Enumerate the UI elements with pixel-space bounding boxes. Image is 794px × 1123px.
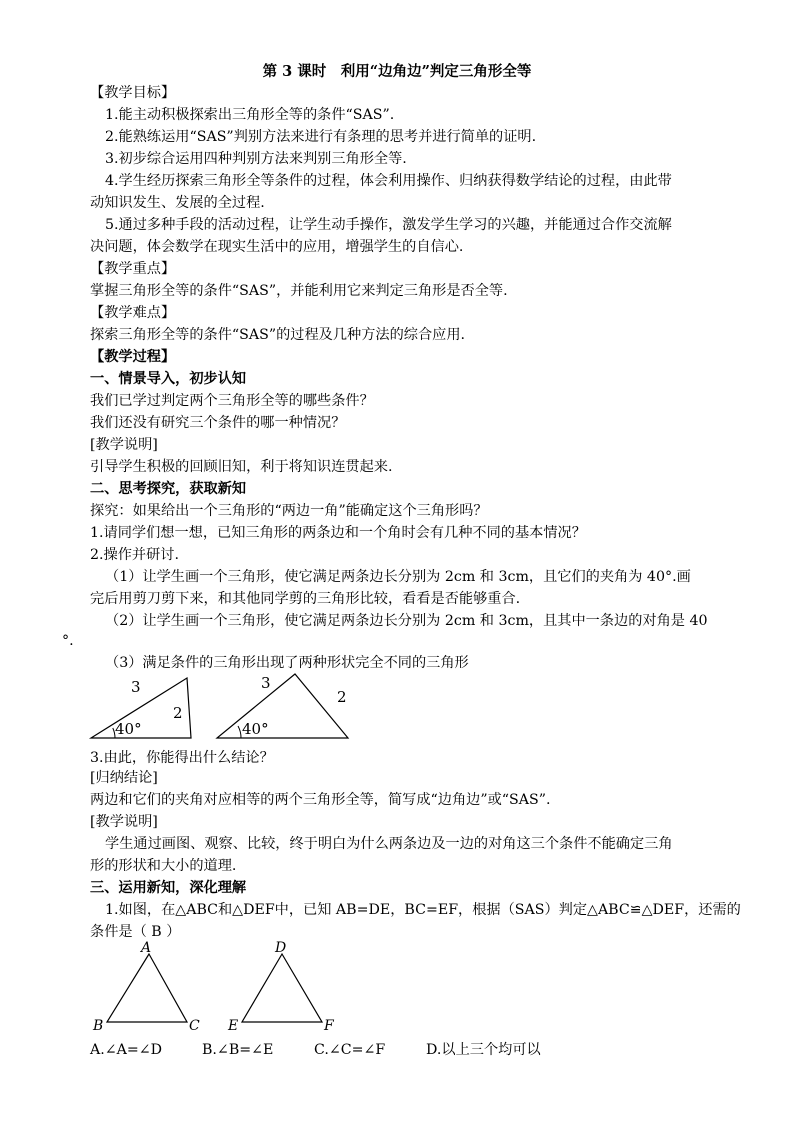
section2-line: 探究：如果给出一个三角形的“两边一角”能确定这个三角形吗？ bbox=[90, 503, 488, 519]
section2-after-line: 形的形状和大小的道理. bbox=[90, 858, 237, 874]
angle-label: 40° bbox=[242, 720, 269, 738]
option-c: C.∠C=∠F bbox=[314, 1042, 386, 1058]
vertex-label: F bbox=[324, 1018, 334, 1034]
section2-line: （3）满足条件的三角形出现了两种形状完全不同的三角形 bbox=[105, 655, 469, 671]
option-a: A.∠A=∠D bbox=[90, 1042, 163, 1058]
objective-item: 3.初步综合运用四种判别方法来判别三角形全等. bbox=[105, 151, 407, 167]
teaching-note-label: [教学说明] bbox=[90, 814, 158, 830]
section1-line: 我们已学过判定两个三角形全等的哪些条件？ bbox=[90, 393, 374, 409]
difficulty-heading: 【教学难点】 bbox=[90, 305, 176, 321]
side-label: 2 bbox=[337, 688, 347, 706]
objective-item-continued: 动知识发生、发展的全过程. bbox=[90, 195, 265, 211]
vertex-label: A bbox=[141, 940, 152, 956]
section2-line: （2）让学生画一个三角形，使它满足两条边长分别为 2cm 和 3cm，且其中一条边的对角是 40 bbox=[105, 613, 708, 629]
section3-heading: 三、运用新知，深化理解 bbox=[90, 880, 247, 896]
section1-line: 我们还没有研究三个条件的哪一种情况？ bbox=[90, 415, 346, 431]
objective-item: 5.通过多种手段的活动过程，让学生动手操作，激发学生学习的兴趣，并能通过合作交流解 bbox=[105, 217, 672, 233]
triangle-abc bbox=[92, 940, 200, 1034]
angle-label: 40° bbox=[115, 720, 142, 738]
conclusion-text: 两边和它们的夹角对应相等的两个三角形全等，简写成“边角边”或“SAS”. bbox=[90, 792, 551, 808]
section1-heading: 一、情景导入，初步认知 bbox=[90, 371, 247, 387]
option-d: D.以上三个均可以 bbox=[426, 1042, 541, 1058]
vertex-label: E bbox=[228, 1018, 239, 1034]
section2-line: 完后用剪刀剪下来，和其他同学剪的三角形比较，看看是否能够重合. bbox=[90, 591, 521, 607]
vertex-label: D bbox=[275, 940, 287, 956]
objective-item: 1.能主动积极探索出三角形全等的条件“SAS”. bbox=[105, 107, 395, 123]
vertex-label: C bbox=[189, 1018, 200, 1034]
side-label: 3 bbox=[261, 674, 271, 692]
section2-line: （1）让学生画一个三角形，使它满足两条边长分别为 2cm 和 3cm，且它们的夹角为 40°.画 bbox=[105, 569, 691, 585]
section2-after-line: 学生通过画图、观察、比较，终于明白为什么两条边及一边的对角这三个条件不能确定三角 bbox=[105, 836, 673, 852]
objective-item: 4.学生经历探索三角形全等条件的过程，体会利用操作、归纳获得数学结论的过程，由此带 bbox=[105, 173, 672, 189]
triangles-figure-abc-def bbox=[85, 938, 355, 1036]
side-label: 2 bbox=[173, 704, 183, 722]
side-label: 3 bbox=[131, 678, 141, 696]
section2-line: 1.请同学们想一想，已知三角形的两条边和一个角时会有几种不同的基本情况？ bbox=[90, 525, 586, 541]
teaching-note-label: [教学说明] bbox=[90, 437, 158, 453]
conclusion-label: [归纳结论] bbox=[90, 770, 158, 786]
triangles-figure-ssa bbox=[85, 670, 365, 745]
objective-item: 2.能熟练运用“SAS”判别方法来进行有条理的思考并进行简单的证明. bbox=[105, 129, 537, 145]
objectives-heading: 【教学目标】 bbox=[90, 85, 176, 101]
option-b: B.∠B=∠E bbox=[202, 1042, 274, 1058]
triangle-left bbox=[91, 678, 191, 738]
question-text: 1.如图，在△ABC和△DEF中，已知 AB=DE，BC=EF，根据（SAS）判定△ABC≌△DEF，还需的 bbox=[105, 902, 741, 918]
triangle-def bbox=[227, 940, 335, 1034]
key-points-text: 掌握三角形全等的条件“SAS”，并能利用它来判定三角形是否全等. bbox=[90, 283, 508, 299]
section2-line: 2.操作并研讨. bbox=[90, 547, 179, 563]
difficulty-text: 探索三角形全等的条件“SAS”的过程及几种方法的综合应用. bbox=[90, 327, 466, 343]
section2-after-line: 3.由此，你能得出什么结论？ bbox=[90, 750, 274, 766]
section1-line: 引导学生积极的回顾旧知，利于将知识连贯起来. bbox=[90, 459, 393, 475]
question-text: 条件是（ B ） bbox=[90, 924, 181, 940]
key-points-heading: 【教学重点】 bbox=[90, 261, 176, 277]
vertex-label: B bbox=[93, 1018, 104, 1034]
triangle-right bbox=[217, 674, 348, 738]
section2-line: °. bbox=[62, 633, 74, 649]
page-title: 第 3 课时 利用“边角边”判定三角形全等 bbox=[262, 63, 532, 80]
section2-heading: 二、思考探究，获取新知 bbox=[90, 481, 247, 497]
process-heading: 【教学过程】 bbox=[90, 349, 176, 365]
objective-item-continued: 决问题，体会数学在现实生活中的应用，增强学生的自信心. bbox=[90, 239, 464, 255]
